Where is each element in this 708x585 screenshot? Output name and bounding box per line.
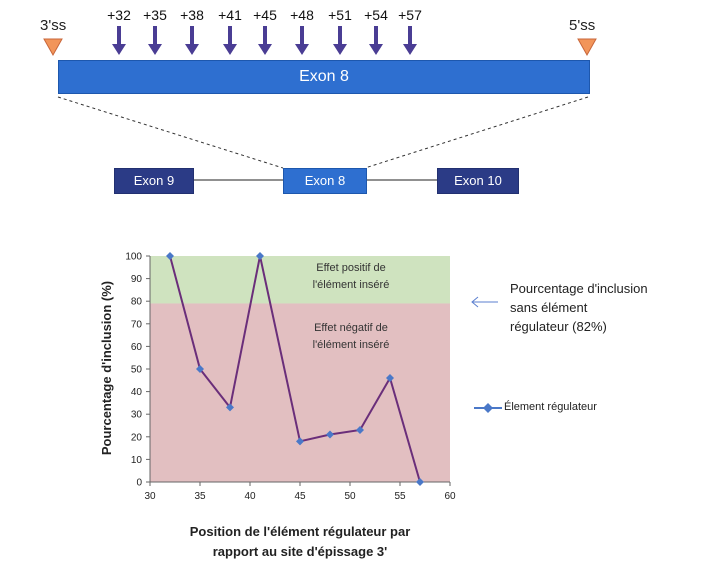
ss-left-label: 3'ss [40,17,67,34]
zone-positive-line2: l'élément inséré [312,279,390,291]
x-tick-label: 50 [344,491,356,502]
exon-main-bar: Exon 8 [58,60,590,94]
y-tick-label: 90 [130,274,142,286]
ss-right-label: 5'ss [569,17,596,34]
position-label: +51 [328,7,352,23]
position-label: +41 [218,7,242,23]
y-tick-label: 80 [130,296,142,308]
y-tick-label: 10 [130,454,142,466]
x-tick-label: 30 [144,491,156,502]
y-axis-title: Pourcentage d'inclusion (%) [99,280,114,456]
zone-negative-label [283,320,419,354]
baseline-annotation [510,279,705,336]
y-ticks [125,252,150,489]
position-label: +54 [364,7,388,23]
legend-label: Élement régulateur [504,401,597,413]
y-tick-label: 20 [130,432,142,444]
position-label: +57 [398,7,422,23]
x-tick-label: 55 [394,491,406,502]
x-tick-label: 45 [294,491,306,502]
x-tick-label: 60 [444,491,456,502]
x-axis-title [120,522,480,562]
x-axis-title-line1: Position de l'élément régulateur par [189,524,411,539]
y-tick-label: 50 [130,364,142,376]
y-tick-label: 30 [130,409,142,421]
position-label: +35 [143,7,167,23]
position-label: +32 [107,7,131,23]
y-tick-label: 0 [136,477,142,489]
y-tick-label: 70 [130,319,142,331]
x-axis-title-line2: rapport au site d'épissage 3' [212,544,388,559]
baseline-annotation-line3: régulateur (82%) [510,319,607,334]
baseline-annotation-line2: sans élément [510,300,588,315]
position-label: +48 [290,7,314,23]
x-tick-label: 35 [194,491,206,502]
zone-positive-label [283,260,419,294]
y-tick-label: 60 [130,341,142,353]
exon-bottom-left: Exon 9 [114,168,194,194]
baseline-arrow-icon [470,295,500,309]
y-tick-label: 40 [130,387,142,399]
exon-bottom-middle: Exon 8 [283,168,367,194]
position-label: +45 [253,7,277,23]
y-tick-label: 100 [125,251,142,263]
zone-negative-line1: Effet négatif de [314,322,388,334]
x-ticks [144,482,456,502]
legend-marker-icon [473,402,503,414]
zone-positive-line1: Effet positif de [316,262,386,274]
baseline-annotation-line1: Pourcentage d'inclusion [510,281,648,296]
position-label: +38 [180,7,204,23]
zone-negative-line2: l'élément inséré [312,339,390,351]
x-tick-label: 40 [244,491,256,502]
exon-bottom-right: Exon 10 [437,168,519,194]
